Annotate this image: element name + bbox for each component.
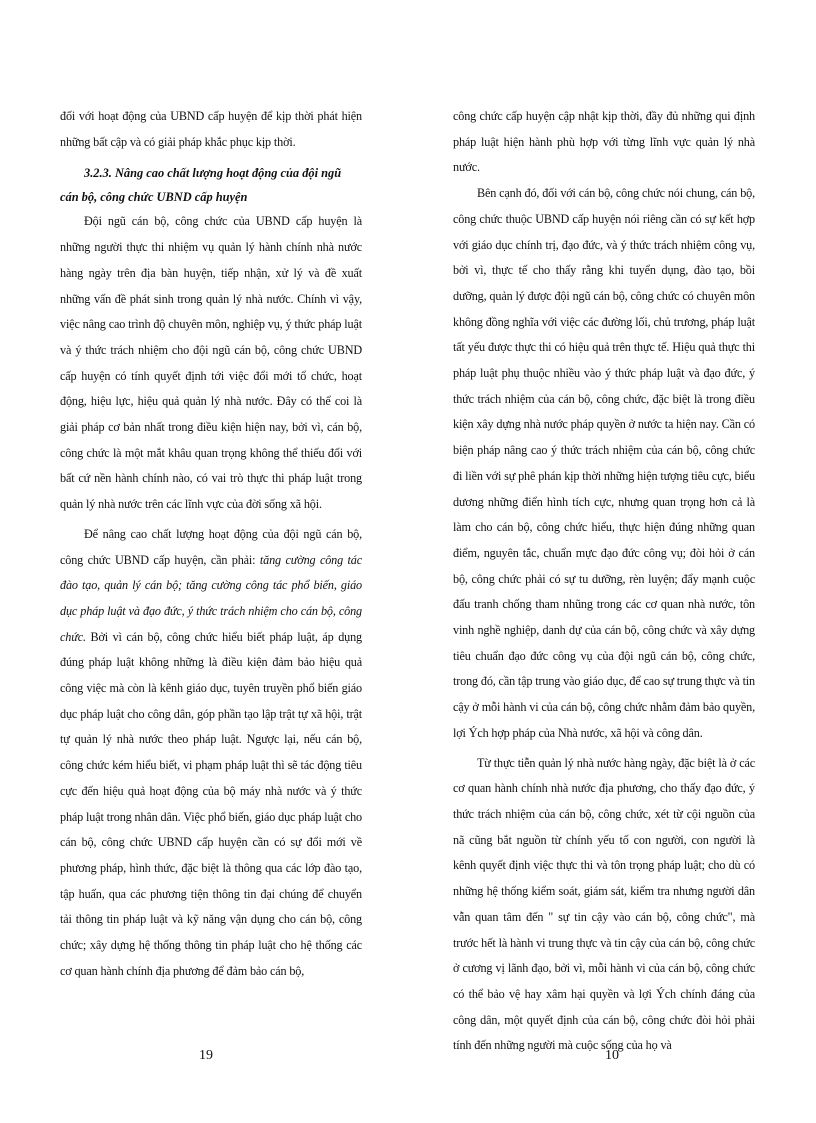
right-paragraph-continued: công chức cấp huyện cập nhật kịp thời, đầy đủ những qui định pháp luật hiện hành phù hợp với từng lĩnh vực quản lý nhà nước. xyxy=(453,109,755,175)
left-paragraph-2-italic: tăng cường công tác đào tạo, quản lý cán bộ; tăng cường công tác phổ biến, giáo dục pháp luật và đạo đức, ý thức trách nhiệm cho cán bộ, công chức. xyxy=(60,552,362,644)
right-paragraph-2: Từ thực tiễn quản lý nhà nước hàng ngày, đặc biệt là ở các cơ quan hành chính nhà nước địa phương, cho thấy đạo đức, ý thức trách nhiệm của cán bộ, công chức, xét từ cội nguồn của nã cũng bắt nguồn từ chính yếu tố con người, con người là kênh quyết định việc thực thi và tôn trọng pháp luật; cho dù có những hệ thống kiểm soát, giám sát, kiểm tra nhưng người dân vẫn quan tâm đến " sự tin cậy vào cán bộ, công chức", mà trước hết là hành vi trung thực và tin cậy của cán bộ, công chức ở cương vị lãnh đạo, bởi vì, mỗi hành vi của cán bộ, công chức có thể bảo vệ hay xâm hại quyền và lợi Ých chính đáng của công dân, một quyết định của cán bộ, công chức đòi hỏi phải tính đến những người mà cuộc sống của họ và xyxy=(453,755,755,1053)
left-paragraph-2 xyxy=(60,522,362,985)
left-paragraph-continued: đối với hoạt động của UBND cấp huyện để kịp thời phát hiện những bất cập và có giải pháp khắc phục kịp thời. xyxy=(60,109,362,149)
left-paragraph-2-start: Để nâng cao chất lượng hoạt động của đội ngũ cán bộ, công chức UBND cấp huyện, cần phải: xyxy=(60,526,362,567)
section-heading: 3.2.3. Nâng cao chất lượng hoạt động của đội ngũ cán bộ, công chức UBND cấp huyện xyxy=(60,166,342,205)
right-paragraph-1: Bên cạnh đó, đối với cán bộ, công chức nói chung, cán bộ, công chức thuộc UBND cấp huyện nói riêng cần có sự kết hợp với giáo dục chính trị, đạo đức, và ý thức trách nhiệm công vụ, bởi vì, thực tế cho thấy rằng khi tuyển dụng, đào tạo, bồi dưỡng, quản lý được đội ngũ cán bộ, công chức có chuyên môn không đồng nghĩa với việc các đường lối, chủ trương, pháp luật tất yếu được thực thi có hiệu quả trên thực tế. Hiệu quả thực thi pháp luật phụ thuộc nhiều vào ý thức pháp luật và đạo đức, ý thức trách nhiệm của cán bộ, công chức, đặc biệt là trong điều kiện xây dựng nhà nước pháp quyền ở nước ta hiện nay. Cần có biện pháp nâng cao ý thức trách nhiệm của cán bộ, công chức đi liền với sự phê phán kịp thời những hiện tượng tiêu cực, biểu dương những điển hình tích cực, nhưng quan trọng hơn cả là làm cho cán bộ, công chức hiểu, thực hiện đúng những quan điểm, nguyên tắc, chuẩn mực đạo đức công vụ; đòi hỏi ở cán bộ, công chức phải có sự tu dưỡng, rèn luyện; đẩy mạnh cuộc đấu tranh chống tham nhũng trong các cơ quan nhà nước, tôn vinh nghề nghiệp, danh dự của cán bộ, công chức và xây dựng tiêu chuẩn đạo đức công vụ của đội ngũ cán bộ, công chức, trong đó, cần tập trung vào giáo dục, để cao sự trung thực và tin cậy ở mỗi hành vi của cán bộ, công chức nhằm đảm bảo quyền, lợi Ých hợp pháp của Nhà nước, xã hội và công dân. xyxy=(453,186,755,740)
left-column xyxy=(60,104,362,985)
right-column xyxy=(453,104,755,1059)
left-paragraph-1: Đội ngũ cán bộ, công chức của UBND cấp huyện là những người thực thi nhiệm vụ quản lý hành chính nhà nước hàng ngày trên địa bàn huyện, tiếp nhận, xử lý và đề xuất những vấn đề phát sinh trong quản lý nhà nước. Chính vì vậy, việc nâng cao trình độ chuyên môn, nghiệp vụ, ý thức pháp luật và ý thức trách nhiệm cho đội ngũ cán bộ, công chức UBND cấp huyện có tính quyết định tới việc đổi mới tổ chức, hoạt động, hiệu lực, hiệu quả quản lý nhà nước. Đây có thể coi là giải pháp cơ bản nhất trong điều kiện hiện nay, bởi vì, cán bộ, công chức là một mắt khâu quan trọng không thể thiếu đối với bất cứ nền hành chính nào, có vai trò thực thi pháp luật trong quản lý nhà nước trên các lĩnh vực của đời sống xã hội. xyxy=(60,214,362,512)
page-number-left: 19 xyxy=(199,1048,213,1063)
page-number-right: 10 xyxy=(605,1048,619,1063)
left-paragraph-2-end: Bởi vì cán bộ, công chức hiểu biết pháp luật, áp dụng đúng pháp luật không những là điều kiện đảm bảo hiệu quả công việc mà còn là kênh giáo dục, tuyên truyền phổ biến giáo dục pháp luật cho công dân, góp phần tạo lập trật tự xã hội, trật tự quản lý nhà nước theo pháp luật. Ngược lại, nếu cán bộ, công chức kém hiểu biết, vi phạm pháp luật thì sẽ tác động tiêu cực đến hiệu quả hoạt động của bộ máy nhà nước và ý thức pháp luật trong nhân dân. Việc phổ biến, giáo dục pháp luật cho cán bộ, công chức UBND cấp huyện cần có sự đổi mới về phương pháp, hình thức, đặc biệt là thông qua các lớp đào tạo, tập huấn, qua các phương tiện thông tin đại chúng để chuyển tải thông tin pháp luật và kỹ năng vận dụng cho cán bộ, công chức; xây dựng hệ thống thông tin pháp luật cho hệ thống các cơ quan hành chính địa phương để đảm bảo cán bộ, xyxy=(60,629,362,978)
